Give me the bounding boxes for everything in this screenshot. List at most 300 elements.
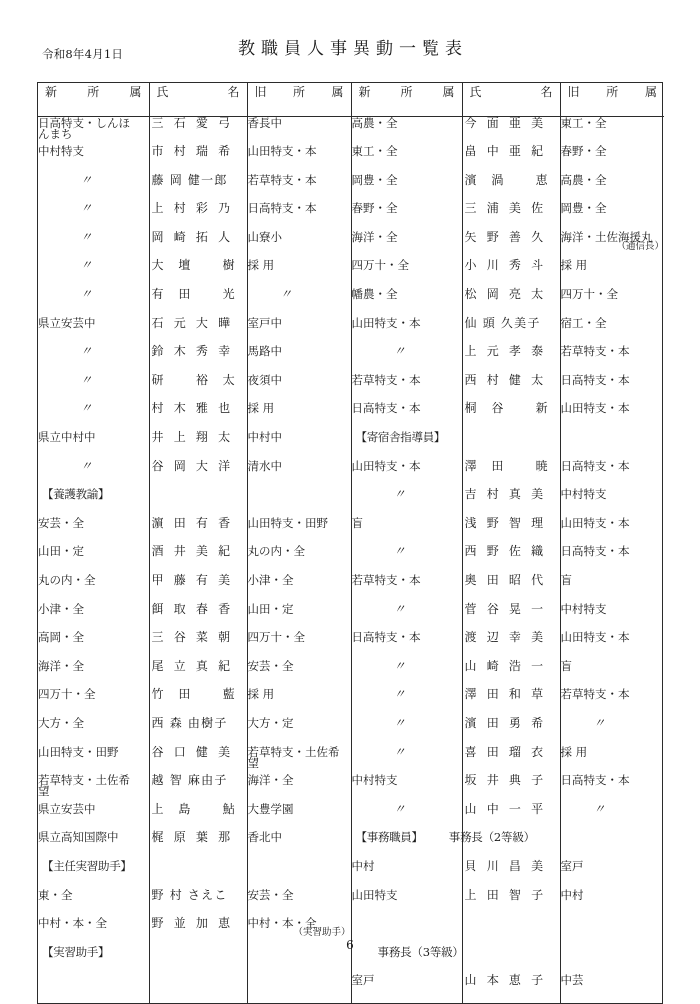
old-affiliation-cell bbox=[247, 831, 351, 860]
person-name: 松 岡 亮 太 bbox=[464, 287, 547, 302]
name-cell bbox=[462, 660, 560, 689]
old-affiliation-cell bbox=[560, 288, 664, 317]
old-affiliation-cell bbox=[560, 174, 664, 203]
old-affiliation-cell bbox=[560, 545, 664, 574]
old-affiliation-cell bbox=[247, 688, 351, 717]
header-new-affiliation-right bbox=[351, 83, 462, 117]
section-heading-cell bbox=[351, 431, 462, 460]
old-affiliation-cell bbox=[247, 231, 351, 260]
old-affiliation-cell bbox=[247, 174, 351, 203]
table-row bbox=[38, 631, 664, 660]
old-affiliation: 中村 bbox=[560, 887, 584, 902]
header-char: 所 bbox=[606, 85, 619, 99]
new-affiliation-cell bbox=[351, 688, 462, 717]
name-cell bbox=[149, 345, 247, 374]
old-affiliation-cell bbox=[560, 317, 664, 346]
old-affiliation-cell bbox=[560, 402, 664, 431]
new-affiliation-cell bbox=[351, 374, 462, 403]
ditto-mark: 〃 bbox=[393, 715, 406, 730]
section-heading-cell bbox=[38, 488, 149, 517]
old-affiliation: 盲 bbox=[560, 658, 572, 673]
header-char: 氏 bbox=[156, 85, 169, 99]
new-affiliation: 幡農・全 bbox=[351, 287, 398, 302]
ditto-mark: 〃 bbox=[393, 658, 406, 673]
old-affiliation-cell bbox=[560, 145, 664, 174]
ditto-mark: 〃 bbox=[393, 344, 406, 359]
name-cell bbox=[462, 717, 560, 746]
old-affiliation-cell bbox=[560, 774, 664, 803]
new-affiliation-cell bbox=[38, 202, 149, 231]
ditto-mark: 〃 bbox=[593, 715, 606, 730]
new-affiliation-cell bbox=[38, 717, 149, 746]
new-affiliation-cell bbox=[38, 660, 149, 689]
header-char: 旧 bbox=[254, 85, 267, 99]
old-affiliation-cell bbox=[560, 488, 664, 517]
person-name: 澤 田 暁 bbox=[464, 458, 554, 473]
old-affiliation: 中村中 bbox=[247, 430, 282, 445]
new-affiliation-cell bbox=[351, 117, 462, 146]
new-affiliation-cell bbox=[38, 545, 149, 574]
header-char: 属 bbox=[644, 85, 657, 99]
table-body bbox=[38, 117, 664, 1003]
empty-cell bbox=[149, 860, 247, 889]
table-row bbox=[38, 231, 664, 260]
new-affiliation-cell bbox=[38, 402, 149, 431]
new-affiliation-cell bbox=[38, 317, 149, 346]
old-affiliation: 中村特支 bbox=[560, 487, 607, 502]
table-row bbox=[38, 374, 664, 403]
person-name: 桐 谷 新 bbox=[464, 401, 554, 416]
new-affiliation-cell bbox=[351, 317, 462, 346]
person-name: 濵 田 有 香 bbox=[151, 515, 234, 530]
old-affiliation-cell bbox=[560, 374, 664, 403]
name-cell bbox=[149, 660, 247, 689]
old-affiliation: 高農・全 bbox=[560, 172, 607, 187]
new-affiliation-cell bbox=[38, 117, 149, 146]
new-affiliation-cell bbox=[351, 259, 462, 288]
old-affiliation: 東工・全 bbox=[560, 116, 607, 130]
page-number: 6 bbox=[346, 938, 354, 952]
old-affiliation: 室戸中 bbox=[247, 315, 282, 330]
name-cell bbox=[149, 145, 247, 174]
name-cell bbox=[462, 117, 560, 146]
person-name: 畠 中 亜 紀 bbox=[464, 144, 547, 159]
section-heading: 【主任実習助手】 bbox=[42, 858, 132, 873]
table-row bbox=[38, 688, 664, 717]
old-affiliation-cell bbox=[247, 117, 351, 146]
new-affiliation-cell bbox=[351, 545, 462, 574]
person-name: 市 村 瑞 希 bbox=[151, 144, 234, 159]
person-name: 酒 井 美 紀 bbox=[151, 544, 234, 559]
old-affiliation: 日高特支・本 bbox=[247, 201, 317, 216]
new-affiliation: 岡豊・全 bbox=[351, 172, 398, 187]
old-affiliation: 四万十・全 bbox=[247, 630, 305, 645]
old-affiliation: 香北中 bbox=[247, 830, 282, 845]
name-cell bbox=[462, 746, 560, 775]
old-affiliation: 山田特支・本 bbox=[560, 630, 630, 645]
new-affiliation: 盲 bbox=[351, 515, 363, 530]
new-affiliation: 若草特支・本 bbox=[351, 573, 421, 587]
name-cell bbox=[149, 174, 247, 203]
old-affiliation-cell bbox=[560, 259, 664, 288]
person-name: 餌 取 春 香 bbox=[151, 601, 234, 616]
new-affiliation-cell bbox=[351, 603, 462, 632]
name-cell bbox=[462, 803, 560, 832]
name-cell bbox=[149, 746, 247, 775]
new-affiliation-cell bbox=[351, 488, 462, 517]
old-affiliation-cell bbox=[560, 517, 664, 546]
new-affiliation: 県立安芸中 bbox=[38, 315, 96, 330]
old-affiliation-cell bbox=[247, 574, 351, 603]
new-affiliation-cell bbox=[38, 803, 149, 832]
old-affiliation-cell bbox=[560, 460, 664, 489]
person-name: 上 元 孝 泰 bbox=[464, 344, 547, 359]
new-affiliation-cell bbox=[351, 974, 462, 1003]
ditto-mark: 〃 bbox=[80, 201, 93, 216]
document-title: 教職員人事異動一覧表 bbox=[238, 39, 468, 59]
header-char: 属 bbox=[442, 85, 455, 99]
header-name-left bbox=[149, 83, 247, 117]
old-affiliation: 採 用 bbox=[560, 744, 588, 759]
empty-cell bbox=[247, 860, 351, 889]
name-cell bbox=[462, 488, 560, 517]
header-char: 新 bbox=[358, 85, 371, 99]
new-affiliation-cont: んまち bbox=[38, 127, 73, 142]
new-affiliation: 東・全 bbox=[38, 887, 73, 902]
new-affiliation-cell bbox=[38, 374, 149, 403]
subsection-heading: 事務長（3等級） bbox=[377, 944, 464, 959]
name-cell bbox=[462, 631, 560, 660]
name-cell bbox=[462, 774, 560, 803]
header-old-affiliation-left bbox=[247, 83, 351, 117]
ditto-mark: 〃 bbox=[279, 287, 292, 302]
transfer-table bbox=[38, 83, 664, 1003]
old-affiliation: 安芸・全 bbox=[247, 658, 294, 673]
name-cell bbox=[149, 517, 247, 546]
new-affiliation-cell bbox=[38, 574, 149, 603]
new-affiliation-cell bbox=[351, 231, 462, 260]
person-name: 山 本 恵 子 bbox=[464, 973, 547, 988]
old-affiliation: 山田特支・本 bbox=[560, 515, 630, 530]
old-affiliation-cell bbox=[560, 202, 664, 231]
new-affiliation-cell bbox=[38, 288, 149, 317]
name-cell bbox=[149, 374, 247, 403]
ditto-mark: 〃 bbox=[80, 172, 93, 187]
new-affiliation-cell bbox=[38, 345, 149, 374]
old-affiliation: 日高特支・本 bbox=[560, 544, 630, 559]
new-affiliation-cell bbox=[38, 603, 149, 632]
person-name: 仙 頭 久美子 bbox=[464, 315, 541, 330]
person-name: 濱 渦 恵 bbox=[464, 172, 554, 187]
name-cell bbox=[462, 460, 560, 489]
new-affiliation-cell bbox=[351, 174, 462, 203]
old-affiliation-cell bbox=[247, 631, 351, 660]
old-affiliation: 海洋・土佐海援丸 bbox=[560, 229, 653, 244]
table-row bbox=[38, 974, 664, 1003]
person-name: 吉 村 真 美 bbox=[464, 487, 547, 502]
transfer-table-container bbox=[37, 82, 663, 1004]
table-row bbox=[38, 345, 664, 374]
old-affiliation-cell bbox=[247, 517, 351, 546]
table-row bbox=[38, 317, 664, 346]
new-affiliation-cell bbox=[351, 860, 462, 889]
old-affiliation: 日高特支・本 bbox=[560, 773, 630, 788]
name-cell bbox=[149, 231, 247, 260]
header-char: 属 bbox=[331, 85, 344, 99]
new-affiliation: 小津・全 bbox=[38, 601, 84, 616]
old-affiliation-cell bbox=[560, 688, 664, 717]
person-name: 三 谷 菜 朝 bbox=[151, 630, 234, 645]
name-cell bbox=[149, 889, 247, 918]
person-name: 鈴 木 秀 幸 bbox=[151, 344, 234, 359]
new-affiliation: 若草特支・本 bbox=[351, 372, 421, 387]
new-affiliation: 室戸 bbox=[351, 973, 375, 988]
new-affiliation: 日高特支・本 bbox=[351, 630, 421, 645]
old-affiliation-cell bbox=[560, 860, 664, 889]
old-affiliation-cell bbox=[247, 259, 351, 288]
ditto-mark: 〃 bbox=[593, 801, 606, 816]
old-affiliation: 夜須中 bbox=[247, 372, 282, 387]
person-name: 濱 田 勇 希 bbox=[464, 715, 547, 730]
old-affiliation-cell bbox=[247, 374, 351, 403]
header-old-affiliation-right bbox=[560, 83, 664, 117]
table-row bbox=[38, 746, 664, 775]
name-cell bbox=[462, 517, 560, 546]
old-affiliation-cell bbox=[247, 345, 351, 374]
ditto-mark: 〃 bbox=[80, 458, 93, 473]
new-affiliation: 四万十・全 bbox=[38, 687, 96, 702]
new-affiliation: 山田特支・本 bbox=[351, 315, 421, 330]
old-affiliation-cell bbox=[247, 431, 351, 460]
new-affiliation-cell bbox=[351, 460, 462, 489]
new-affiliation-cell bbox=[351, 288, 462, 317]
new-affiliation: 山田特支 bbox=[351, 887, 398, 902]
old-affiliation: 山田・定 bbox=[247, 601, 294, 616]
old-affiliation: 中村特支 bbox=[560, 601, 607, 616]
new-affiliation: 山田・定 bbox=[38, 544, 84, 559]
table-row bbox=[38, 431, 664, 460]
new-affiliation: 高農・全 bbox=[351, 116, 398, 130]
new-affiliation-cell bbox=[38, 259, 149, 288]
name-cell bbox=[149, 317, 247, 346]
new-affiliation: 高岡・全 bbox=[38, 630, 84, 645]
old-affiliation-cell bbox=[247, 746, 351, 775]
ditto-mark: 〃 bbox=[393, 487, 406, 502]
old-affiliation-cont: 望 bbox=[247, 755, 259, 770]
old-affiliation: 室戸 bbox=[560, 858, 584, 873]
ditto-mark: 〃 bbox=[393, 687, 406, 702]
ditto-mark: 〃 bbox=[80, 287, 93, 302]
name-cell bbox=[462, 889, 560, 918]
old-affiliation-cell bbox=[560, 717, 664, 746]
person-name: 石 元 大 曄 bbox=[151, 315, 234, 330]
name-cell bbox=[462, 688, 560, 717]
new-affiliation: 日高特支・しんほ bbox=[38, 116, 130, 130]
new-affiliation: 東工・全 bbox=[351, 144, 398, 159]
new-affiliation-cell bbox=[38, 517, 149, 546]
old-affiliation-cell bbox=[560, 803, 664, 832]
name-cell bbox=[462, 545, 560, 574]
new-affiliation-cell bbox=[351, 202, 462, 231]
person-name: 上 村 彩 乃 bbox=[151, 201, 234, 216]
new-affiliation-cell bbox=[38, 889, 149, 918]
person-name: 貝 川 昌 美 bbox=[464, 858, 547, 873]
person-name: 藤 岡 健一郎 bbox=[151, 172, 228, 187]
name-cell bbox=[462, 231, 560, 260]
section-heading: 【実習助手】 bbox=[42, 944, 110, 959]
old-affiliation: 馬路中 bbox=[247, 344, 282, 359]
old-affiliation-cell bbox=[247, 545, 351, 574]
table-row bbox=[38, 660, 664, 689]
name-cell bbox=[149, 831, 247, 860]
old-affiliation-cell bbox=[560, 974, 664, 1003]
new-affiliation-cell bbox=[38, 774, 149, 803]
name-cell bbox=[462, 860, 560, 889]
ditto-mark: 〃 bbox=[393, 744, 406, 759]
name-cell bbox=[462, 402, 560, 431]
new-affiliation-cell bbox=[351, 574, 462, 603]
header-char: 氏 bbox=[469, 85, 482, 99]
old-affiliation: 日高特支・本 bbox=[560, 372, 630, 387]
old-affiliation-cell bbox=[560, 345, 664, 374]
header-char: 旧 bbox=[567, 85, 580, 99]
old-affiliation: 大方・定 bbox=[247, 715, 294, 730]
name-cell bbox=[462, 145, 560, 174]
name-cell bbox=[149, 545, 247, 574]
person-name: 三 浦 美 佐 bbox=[464, 201, 547, 216]
table-row bbox=[38, 831, 664, 860]
person-name: 甲 藤 有 美 bbox=[151, 573, 234, 587]
name-cell bbox=[462, 374, 560, 403]
new-affiliation-cell bbox=[351, 889, 462, 918]
old-affiliation-cell bbox=[247, 145, 351, 174]
table-row bbox=[38, 774, 664, 803]
person-name: 谷 岡 大 洋 bbox=[151, 458, 234, 473]
person-name: 喜 田 瑠 衣 bbox=[464, 744, 547, 759]
new-affiliation: 中村特支 bbox=[351, 773, 398, 788]
name-cell bbox=[149, 803, 247, 832]
old-affiliation: 丸の内・全 bbox=[247, 544, 305, 559]
person-name: 村 木 雅 也 bbox=[151, 401, 234, 416]
old-affiliation: 香長中 bbox=[247, 116, 282, 130]
old-affiliation-cell bbox=[247, 717, 351, 746]
new-affiliation: 中村・本・全 bbox=[38, 916, 107, 931]
table-row bbox=[38, 145, 664, 174]
section-heading: 【事務職員】 bbox=[355, 830, 423, 845]
section-heading-cell bbox=[38, 860, 149, 889]
old-affiliation: 中村・本・全 bbox=[247, 916, 317, 931]
person-name: 竹 田 藍 bbox=[151, 687, 241, 702]
old-affiliation: 四万十・全 bbox=[560, 287, 618, 302]
old-affiliation: 春野・全 bbox=[560, 144, 607, 159]
new-affiliation-cell bbox=[38, 631, 149, 660]
table-row bbox=[38, 574, 664, 603]
old-affiliation: 清水中 bbox=[247, 458, 282, 473]
person-name: 三 石 愛 弓 bbox=[151, 116, 234, 130]
new-affiliation: 中村特支 bbox=[38, 144, 84, 159]
old-affiliation: 採 用 bbox=[247, 687, 275, 702]
person-name: 澤 田 和 草 bbox=[464, 687, 547, 702]
new-affiliation-cell bbox=[351, 660, 462, 689]
table-row bbox=[38, 889, 664, 918]
person-name: 越 智 麻由子 bbox=[151, 773, 228, 788]
new-affiliation-cell bbox=[351, 717, 462, 746]
old-affiliation: 山田特支・田野 bbox=[247, 515, 328, 530]
old-affiliation: 若草特支・本 bbox=[560, 344, 630, 359]
table-row bbox=[38, 488, 664, 517]
old-affiliation: 中芸 bbox=[560, 973, 584, 988]
header-char: 属 bbox=[129, 85, 142, 99]
person-name: 浅 野 智 理 bbox=[464, 515, 547, 530]
empty-cell bbox=[560, 431, 664, 460]
old-affiliation-note: （実習助手） bbox=[293, 927, 351, 939]
empty-cell bbox=[247, 974, 351, 1003]
person-name: 野 村 さえこ bbox=[151, 887, 228, 902]
ditto-mark: 〃 bbox=[80, 344, 93, 359]
name-cell bbox=[149, 117, 247, 146]
name-cell bbox=[462, 174, 560, 203]
old-affiliation: 採 用 bbox=[247, 401, 275, 416]
old-affiliation: 盲 bbox=[560, 573, 572, 587]
old-affiliation-cell bbox=[560, 631, 664, 660]
document-date: 令和8年4月1日 bbox=[42, 47, 124, 61]
person-name: 上 島 鮎 bbox=[151, 801, 241, 816]
name-cell bbox=[149, 688, 247, 717]
name-cell bbox=[462, 345, 560, 374]
new-affiliation: 安芸・全 bbox=[38, 515, 84, 530]
person-name: 山 中 一 平 bbox=[464, 801, 547, 816]
ditto-mark: 〃 bbox=[393, 801, 406, 816]
old-affiliation: 日高特支・本 bbox=[560, 458, 630, 473]
table-row bbox=[38, 717, 664, 746]
new-affiliation: 山田特支・田野 bbox=[38, 744, 119, 759]
section-heading-cell bbox=[351, 830, 535, 860]
new-affiliation-cont: 望 bbox=[38, 784, 50, 799]
person-name: 井 上 翔 太 bbox=[151, 430, 234, 445]
table-row bbox=[38, 517, 664, 546]
person-name: 西 森 由樹子 bbox=[151, 715, 228, 730]
old-affiliation-cell bbox=[247, 288, 351, 317]
table-row bbox=[38, 288, 664, 317]
old-affiliation: 安芸・全 bbox=[247, 887, 294, 902]
header-row bbox=[38, 83, 664, 117]
name-cell bbox=[149, 288, 247, 317]
empty-cell bbox=[38, 974, 149, 1003]
old-affiliation-cell bbox=[560, 660, 664, 689]
person-name: 研 裕 太 bbox=[151, 372, 241, 387]
empty-cell bbox=[462, 431, 560, 460]
old-affiliation: 若草特支・本 bbox=[560, 687, 630, 702]
old-affiliation-note: （通信長） bbox=[616, 240, 664, 252]
name-cell bbox=[462, 317, 560, 346]
old-affiliation-cell bbox=[247, 317, 351, 346]
old-affiliation-cell bbox=[247, 889, 351, 918]
person-name: 上 田 智 子 bbox=[464, 887, 547, 902]
new-affiliation-cell bbox=[351, 517, 462, 546]
person-name: 有 田 光 bbox=[151, 287, 241, 302]
name-cell bbox=[149, 402, 247, 431]
table-header bbox=[38, 83, 664, 117]
name-cell bbox=[149, 202, 247, 231]
document-header bbox=[0, 28, 700, 72]
old-affiliation-cell bbox=[560, 889, 664, 918]
table-row bbox=[38, 174, 664, 203]
name-cell bbox=[149, 631, 247, 660]
old-affiliation-cell bbox=[247, 803, 351, 832]
ditto-mark: 〃 bbox=[80, 372, 93, 387]
person-name: 奥 田 昭 代 bbox=[464, 573, 547, 587]
new-affiliation: 中村 bbox=[351, 858, 375, 873]
